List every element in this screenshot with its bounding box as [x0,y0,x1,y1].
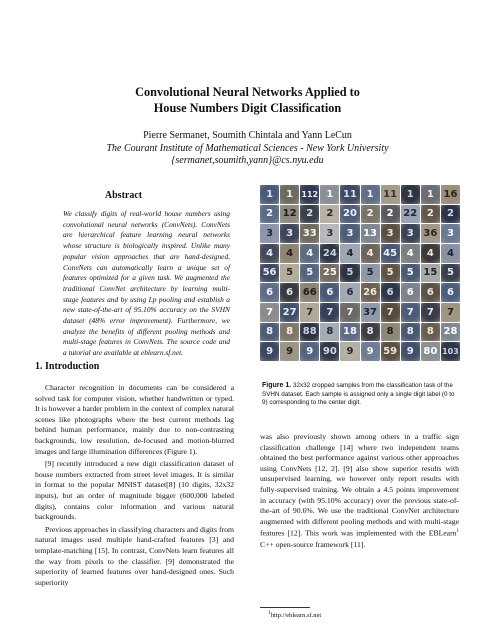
sample-tile: 7 [300,303,319,322]
sample-tile: 24 [320,244,339,263]
intro-paragraph-2: [9] recently introduced a new digit classification dataset of house numbers extracted from street level images. It is similar in format to the popular MNIST dataset[8] (10 digits, 32x32 inputs), but an order of magnitude bigger (600,000 labeled digits), contains color information and various natural backgrounds. [35,459,234,522]
footnote [268,610,321,619]
sample-tile: 66 [300,283,319,302]
footnote-marker[interactable]: 1 [456,529,459,535]
intro-paragraph-3: Previous approaches in classifying characters and digits from natural images used multiple hand-crafted features [3] and template-matching [15]. In contrast, ConvNets learn features all the way from pixels to the classifier. [9] demonstrated the superiority of learned features over hand-designed ones. Such superiority [35,524,234,587]
sample-tile: 9 [280,342,299,361]
right-column-body [260,432,459,550]
sample-tile: 9 [361,342,380,361]
sample-tile: 20 [340,205,359,224]
sample-tile: 2 [361,205,380,224]
sample-tile: 4 [401,244,420,263]
sample-tile: 5 [300,264,319,283]
sample-tile: 13 [361,224,380,243]
sample-tile: 7 [381,303,400,322]
figure-caption-text: 32x32 cropped samples from the classification task of the SVHN dataset. Each sample is assigned only a single digit label (0 to 9) corresponding to the center digit. [262,382,455,407]
sample-tile: 15 [421,264,440,283]
sample-tile: 2 [441,205,460,224]
sample-tile: 9 [340,342,359,361]
sample-tile: 6 [320,283,339,302]
figure-label: Figure 1. [262,382,292,389]
sample-tile: 8 [320,323,339,342]
section-heading-introduction: 1. Introduction [35,361,100,372]
sample-tile: 1 [260,185,279,204]
paper-title [0,84,495,116]
sample-tile: 2 [300,205,319,224]
sample-tile: 4 [340,244,359,263]
sample-tile: 3 [280,224,299,243]
sample-tile: 7 [401,303,420,322]
title-line-1: Convolutional Neural Networks Applied to [135,85,360,99]
sample-tile: 5 [361,264,380,283]
sample-tile: 33 [300,224,319,243]
sample-tile: 2 [320,205,339,224]
sample-tile: 7 [260,303,279,322]
sample-tile: 7 [320,303,339,322]
sample-tile: 2 [381,205,400,224]
sample-tile: 22 [401,205,420,224]
sample-tile: 56 [260,264,279,283]
sample-tile: 7 [340,303,359,322]
sample-tile: 3 [320,224,339,243]
sample-tile: 88 [300,323,319,342]
sample-tile: 6 [421,283,440,302]
sample-tile: 45 [381,244,400,263]
author-email: {sermanet,soumith,yann}@cs.nyu.edu [171,155,324,166]
sample-tile: 1 [361,185,380,204]
footnote-number: 1 [268,610,271,616]
sample-tile: 1 [421,185,440,204]
sample-tile: 8 [421,323,440,342]
sample-tile: 3 [340,224,359,243]
sample-tile: 4 [441,244,460,263]
sample-tile: 8 [280,323,299,342]
abstract-heading: Abstract [104,190,143,201]
author-names: Pierre Sermanet, Soumith Chintala and Yann LeCun [143,130,352,141]
sample-tile: 3 [401,224,420,243]
sample-tile: 6 [381,283,400,302]
sample-tile: 6 [401,283,420,302]
sample-tile: 4 [361,244,380,263]
sample-tile: 9 [300,342,319,361]
sample-tile: 5 [381,264,400,283]
sample-tile: 5 [280,264,299,283]
sample-tile: 80 [421,342,440,361]
sample-tile: 59 [381,342,400,361]
sample-tile: 2 [260,205,279,224]
sample-tile: 25 [320,264,339,283]
sample-tile: 112 [300,185,319,204]
left-column-body [35,383,234,590]
sample-tile: 4 [421,244,440,263]
sample-tile: 3 [260,224,279,243]
sample-tile: 4 [260,244,279,263]
sample-tile: 4 [300,244,319,263]
sample-tile: 18 [340,323,359,342]
sample-tile: 8 [361,323,380,342]
author-block [0,130,495,168]
sample-tile: 16 [441,185,460,204]
sample-tile: 26 [361,283,380,302]
sample-tile: 27 [280,303,299,322]
sample-tile: 90 [320,342,339,361]
sample-tile: 11 [381,185,400,204]
sample-tile: 6 [441,283,460,302]
footnote-url[interactable]: http://eblearn.sf.net [270,612,322,620]
sample-tile: 36 [421,224,440,243]
sample-tile: 5 [401,264,420,283]
sample-tile: 28 [441,323,460,342]
sample-tile: 7 [421,303,440,322]
sample-tile: 4 [280,244,299,263]
sample-tile: 12 [280,205,299,224]
right-column-text: was also previously shown among others in a traffic sign classification challenge [14] where two independent teams obtained the best performance against various other approaches using ConvNets [12, 2]. [9] also show superior results with unsupervised learning, we however only report results with fully-supervised training. We obtain a 4.5 points improvement in accuracy (with 95.10% accuracy) over the previous state-of-the-art of 90.6%. We use the traditional ConvNet architecture augmented with different pooling methods and with multi-stage features [12]. This work was implemented with the EBLearn [260,432,459,538]
sample-tile: 9 [260,342,279,361]
sample-tile: 3 [381,224,400,243]
sample-tile: 2 [421,205,440,224]
sample-tile: 6 [340,283,359,302]
sample-tile: 1 [320,185,339,204]
footnote-rule [260,607,310,608]
sample-tile: 9 [401,342,420,361]
sample-tile: 37 [361,303,380,322]
sample-tile: 11 [340,185,359,204]
sample-tile: 6 [260,283,279,302]
sample-tile: 8 [260,323,279,342]
intro-paragraph-1: Character recognition in documents can be considered a solved task for computer vision, whether handwritten or typed. It is however a harder problem in the context of complex natural scenes like photographs where the best current methods lag behind human performance, mainly due to non-contrasting backgrounds, low resolution, de-focused and motion-blurred images and large illumination differences (Figure 1). [35,383,234,456]
right-column-text-end: C++ open-source framework [11]. [260,539,366,549]
sample-tile: 5 [441,264,460,283]
sample-tile: 6 [280,283,299,302]
sample-tile: 1 [280,185,299,204]
sample-tile: 8 [401,323,420,342]
figure-caption [262,382,458,408]
sample-tile: 5 [340,264,359,283]
sample-tile: 8 [381,323,400,342]
svhn-samples-figure [260,185,460,361]
sample-tile: 3 [441,224,460,243]
title-line-2: House Numbers Digit Classification [153,101,342,115]
sample-tile: 103 [441,342,460,361]
affiliation: The Courant Institute of Mathematical Sciences - New York University [106,142,389,154]
sample-tile: 7 [441,303,460,322]
abstract-text: We classify digits of real-world house numbers using convolutional neural networks (ConvNets). ConvNets are hierarchical feature learning neural networks whose structure is biologically inspired. Unlike many popular vision approaches that are hand-designed, ConvNets can automatically learn a unique set of features optimized for a given task. We augmented the traditional ConvNet architecture by learning multi-stage features and by using Lp pooling and establish a new state-of-the-art of 95.10% accuracy on the SVHN dataset (48% error improvement). Furthermore, we analyze the benefits of different pooling methods and multi-stage features in ConvNets. The source code and a tutorial are available at eblearn.sf.net. [63,209,230,358]
sample-tile: 1 [401,185,420,204]
